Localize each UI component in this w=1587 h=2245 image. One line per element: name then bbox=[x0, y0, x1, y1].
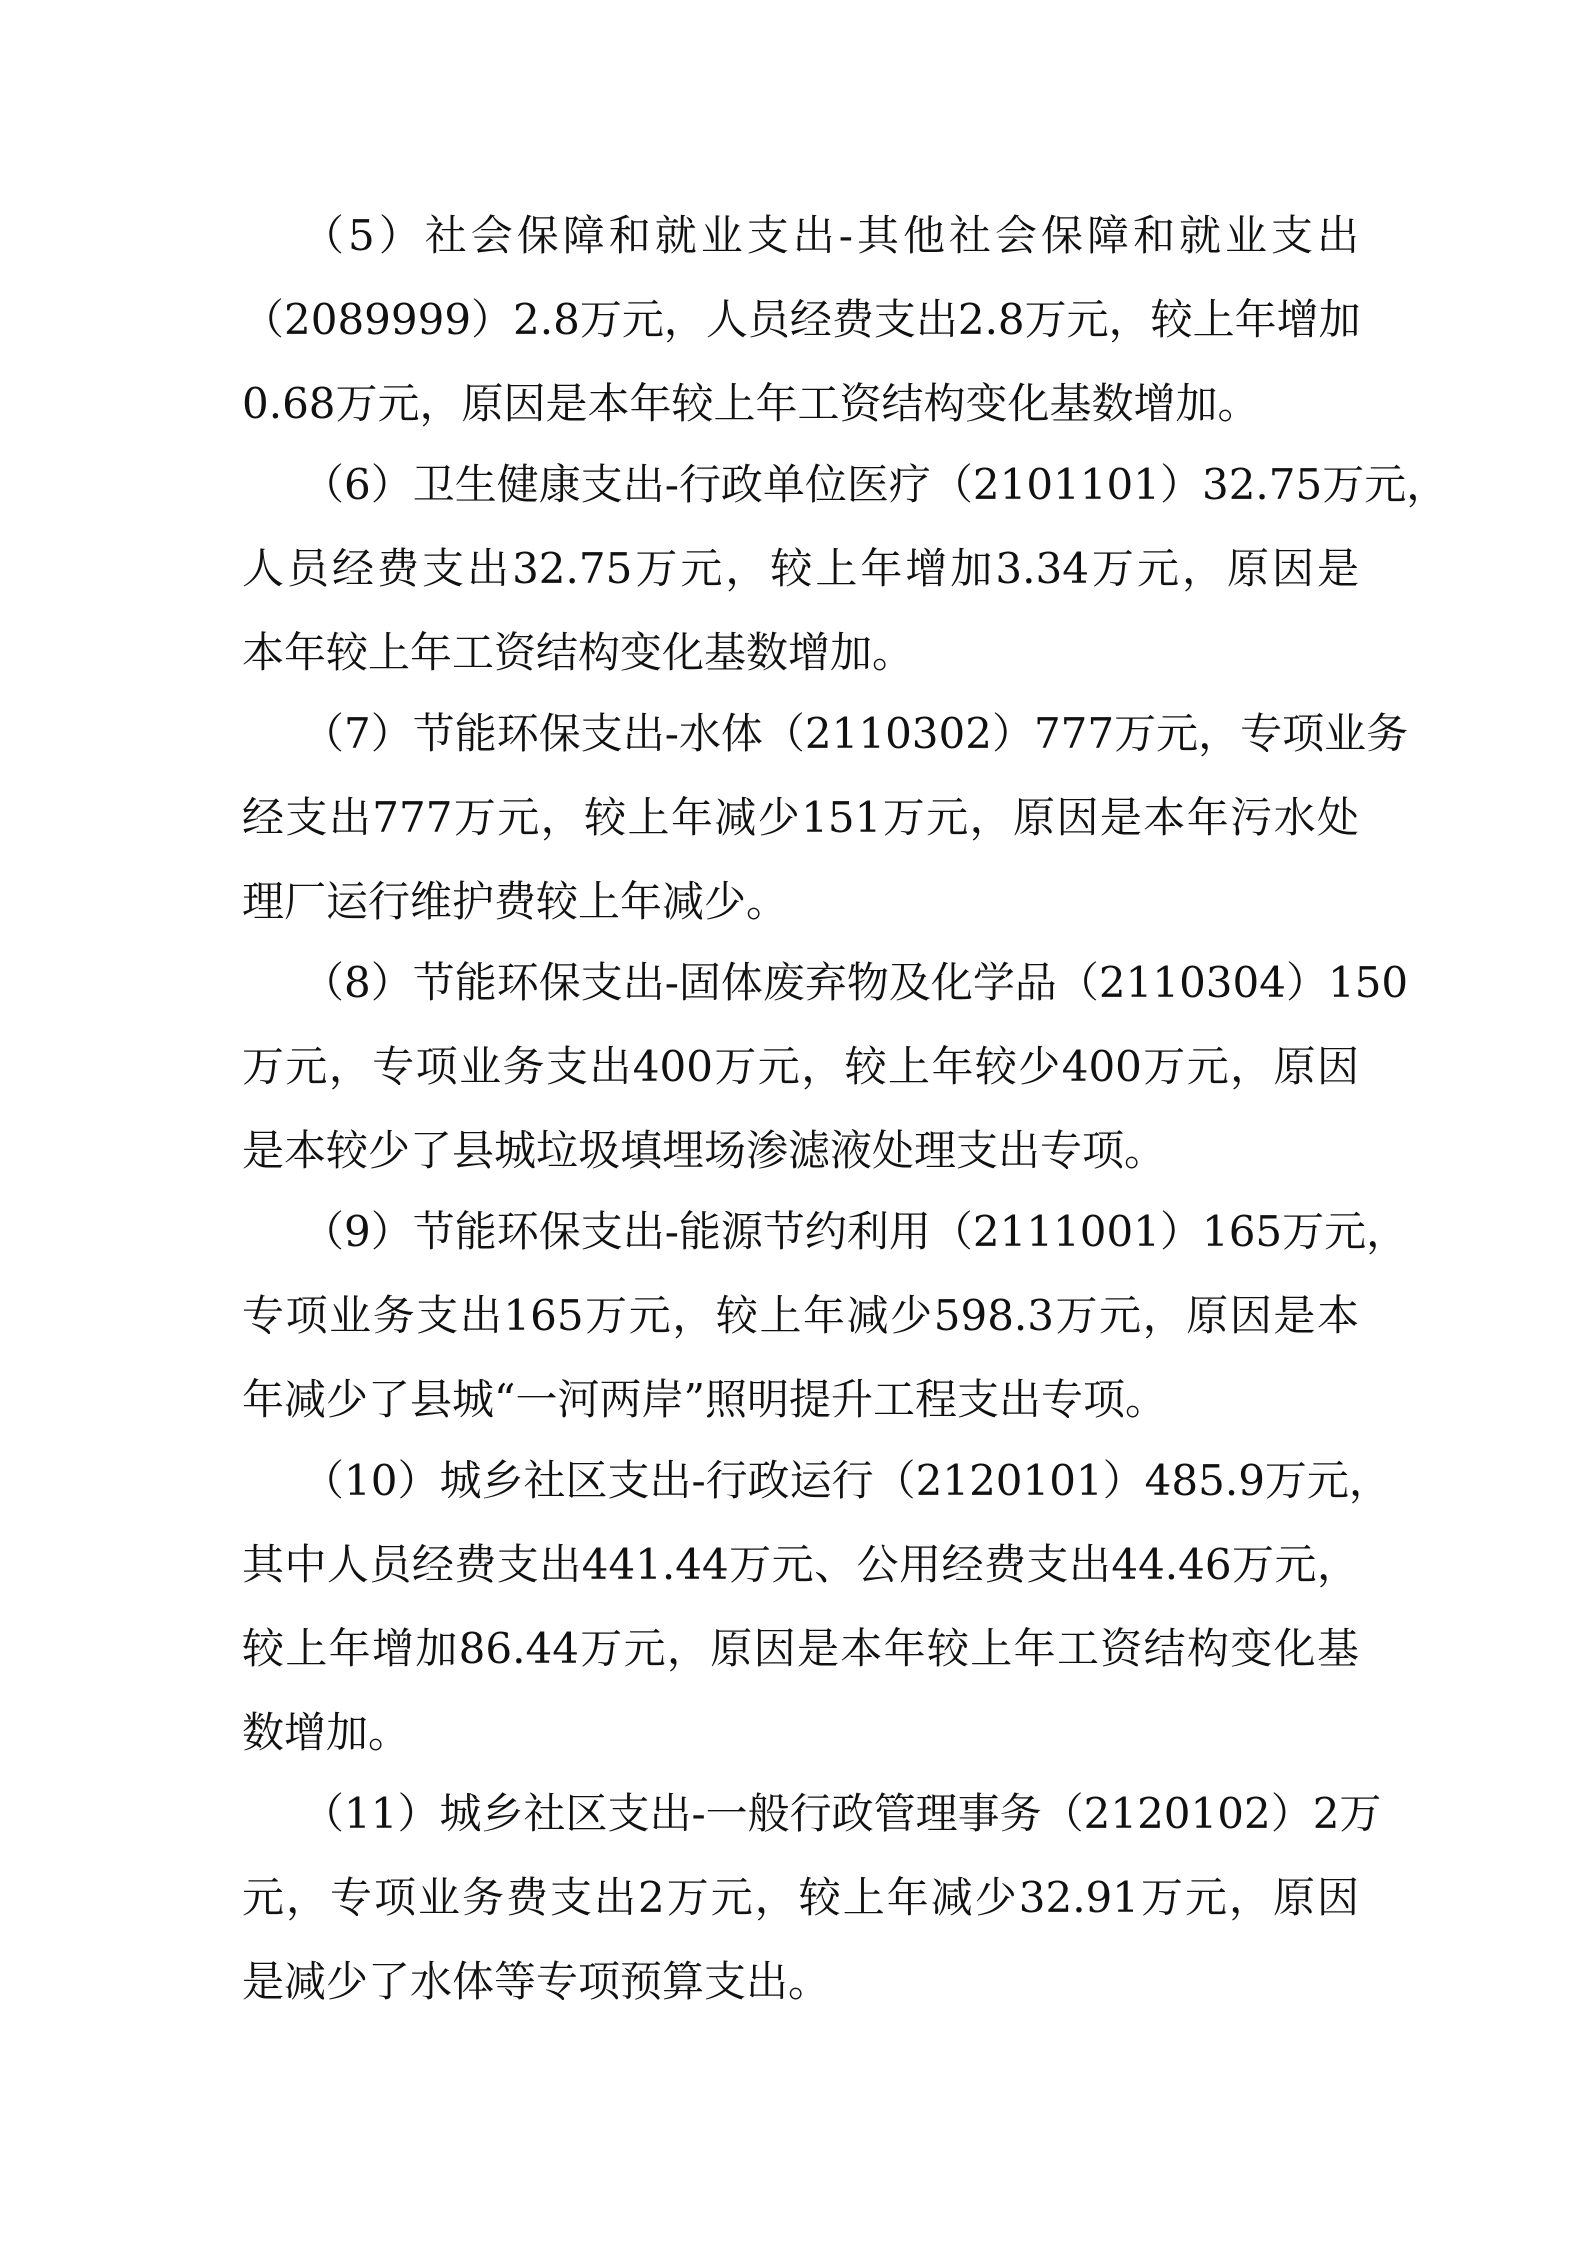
text-line: 万元，专项业务支出400万元，较上年较少400万元，原因 bbox=[242, 1042, 1359, 1091]
text-line: （9）节能环保支出-能源节约利用（2111001）165万元， bbox=[302, 1207, 1409, 1256]
text-line: （2089999）2.8万元，人员经费支出2.8万元，较上年增加 bbox=[242, 295, 1361, 344]
text-line: 较上年增加86.44万元，原因是本年较上年工资结构变化基 bbox=[242, 1624, 1359, 1673]
text-line: 年减少了县城“一河两岸”照明提升工程支出专项。 bbox=[242, 1375, 1167, 1424]
text-line: 专项业务支出165万元，较上年减少598.3万元，原因是本 bbox=[242, 1291, 1359, 1340]
text-line: 是减少了水体等专项预算支出。 bbox=[242, 1957, 831, 2006]
text-line: （7）节能环保支出-水体（2110302）777万元，专项业务 bbox=[302, 709, 1409, 758]
text-line: 本年较上年工资结构变化基数增加。 bbox=[242, 628, 915, 677]
text-line: 人员经费支出32.75万元，较上年增加3.34万元，原因是 bbox=[242, 544, 1359, 593]
text-line: （8）节能环保支出-固体废弃物及化学品（2110304）150 bbox=[302, 958, 1409, 1007]
text-line: （6）卫生健康支出-行政单位医疗（2101101）32.75万元， bbox=[302, 460, 1449, 509]
text-line: 其中人员经费支出441.44万元、公用经费支出44.46万元， bbox=[242, 1540, 1359, 1589]
text-line: 0.68万元，原因是本年较上年工资结构变化基数增加。 bbox=[242, 379, 1260, 428]
text-line: （11）城乡社区支出-一般行政管理事务（2120102）2万 bbox=[302, 1789, 1382, 1838]
text-line: 元，专项业务费支出2万元，较上年减少32.91万元，原因 bbox=[242, 1873, 1359, 1922]
text-line: （5）社会保障和就业支出-其他社会保障和就业支出 bbox=[302, 211, 1359, 260]
text-line: 理厂运行维护费较上年减少。 bbox=[242, 877, 789, 926]
text-line: 数增加。 bbox=[242, 1708, 411, 1757]
text-line: （10）城乡社区支出-行政运行（2120101）485.9万元， bbox=[302, 1456, 1391, 1505]
text-line: 是本较少了县城垃圾填埋场渗滤液处理支出专项。 bbox=[242, 1126, 1167, 1175]
text-line: 经支出777万元，较上年减少151万元，原因是本年污水处 bbox=[242, 793, 1359, 842]
